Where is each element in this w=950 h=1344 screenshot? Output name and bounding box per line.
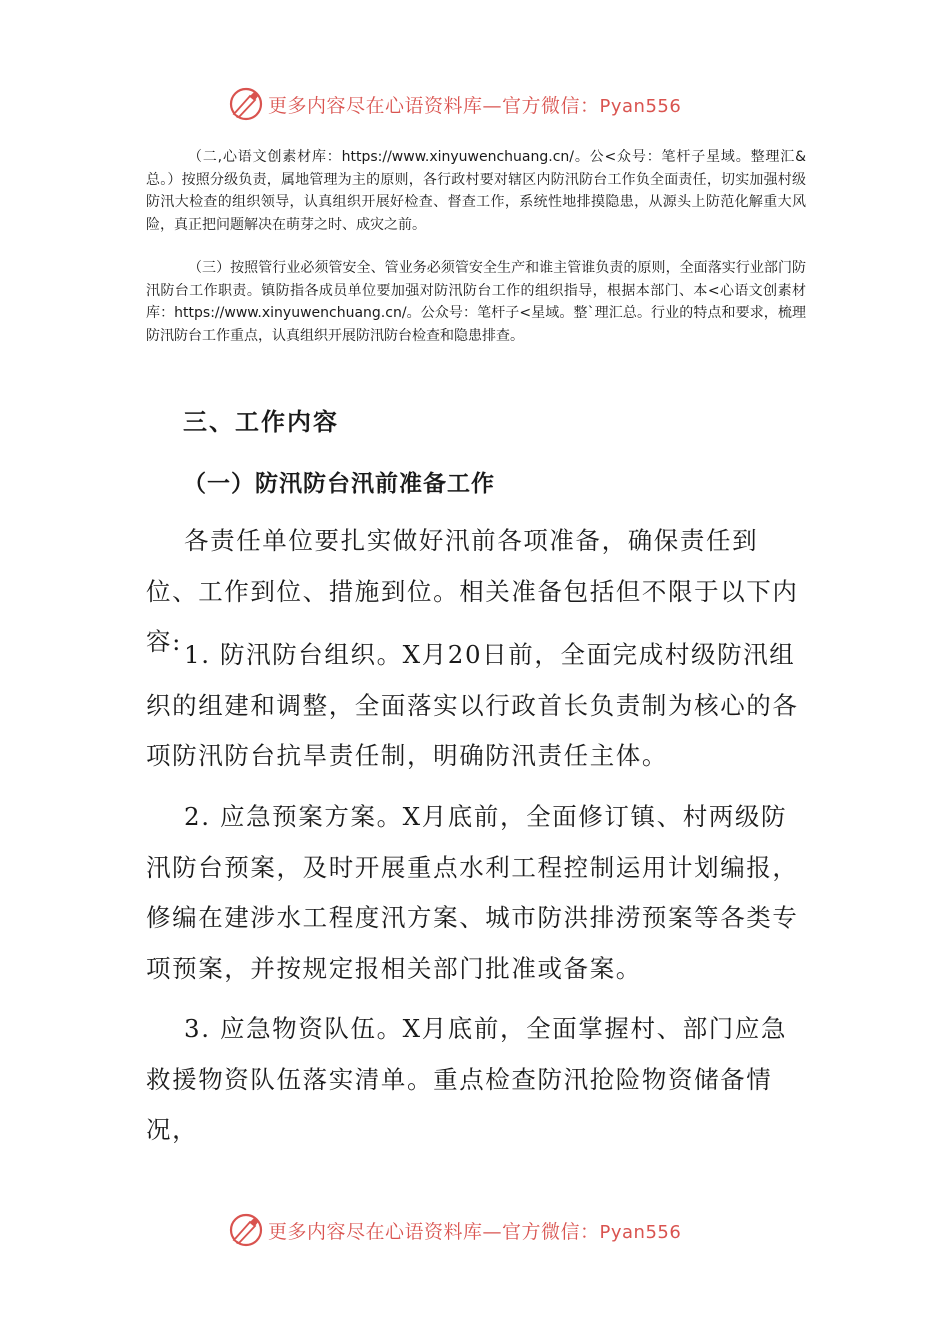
paragraph-small-2: （二,心语文创素材库：https://www.xinyuwenchuang.cn/。公<众号：笔杆子星域。整理汇&总。）按照分级负责，属地管理为主的原则，各行政村要对辖区内防汛防台工作负全面责任，切实加强村级防汛大检查的组织领导，认真组织开展好检查、督查工作，系统性地排摸隐患，从源头上防范化解重大风险，真正把问题解决在萌芽之时、成灾之前。 <box>146 149 806 233</box>
pen-logo-icon <box>228 1212 264 1248</box>
header-watermark-banner <box>228 84 748 124</box>
footer-watermark-banner <box>228 1210 748 1250</box>
subsection-heading: （一）防汛防台汛前准备工作 <box>183 470 495 497</box>
paragraph-small-3: （三）按照管行业必须管安全、管业务必须管安全生产和谁主管谁负责的原则，全面落实行业部门防汛防台工作职责。镇防指各成员单位要加强对防汛防台工作的组织指导，根据本部门、本<心语文创素材库：https://www.xinyuwenchuang.cn/。公众号：笔杆子<星域。整`理汇总。行业的特点和要求，梳理防汛防台工作重点，认真组织开展防汛防台检查和隐患排查。 <box>146 260 806 344</box>
paragraph-item-1: 1. 防汛防台组织。X月20日前，全面完成村级防汛组织的组建和调整，全面落实以行政首长负责制为核心的各项防汛防台抗旱责任制，明确防汛责任主体。 <box>146 640 799 770</box>
section-heading: 三、工作内容 <box>183 407 339 436</box>
pen-logo-icon <box>228 86 264 122</box>
paragraph-item-3: 3. 应急物资队伍。X月底前，全面掌握村、部门应急救援物资队伍落实清单。重点检查防汛抢险物资储备情况， <box>146 1014 788 1144</box>
paragraph-intro: 各责任单位要扎实做好汛前各项准备，确保责任到位、工作到位、措施到位。相关准备包括但不限于以下内容: <box>146 526 799 656</box>
banner-text: 更多内容尽在心语资料库—官方微信：Pyan556 <box>268 94 682 117</box>
paragraph-item-2: 2. 应急预案方案。X月底前，全面修订镇、村两级防汛防台预案，及时开展重点水利工程控制运用计划编报，修编在建涉水工程度汛方案、城市防洪排涝预案等各类专项预案，并按规定报相关部门批准或备案。 <box>146 802 799 983</box>
banner-text: 更多内容尽在心语资料库—官方微信：Pyan556 <box>268 1220 682 1243</box>
